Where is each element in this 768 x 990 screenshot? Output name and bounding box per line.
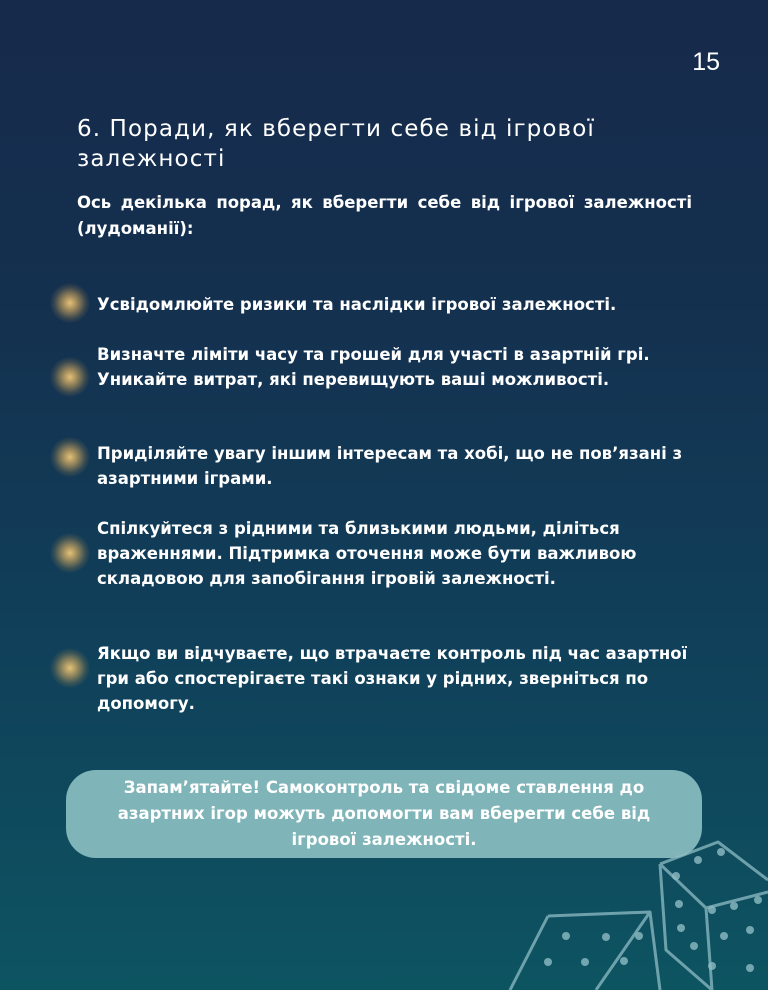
reminder-callout-text: Запам’ятайте! Самоконтроль та свідоме ставлення до азартних ігор можуть допомогти вам вберегти себе від ігрової залежності. bbox=[117, 778, 651, 849]
tip-item bbox=[97, 441, 697, 491]
page-number: 15 bbox=[692, 48, 720, 76]
tip-item bbox=[97, 342, 697, 392]
tip-item bbox=[97, 641, 697, 716]
tip-item bbox=[97, 516, 697, 591]
tip-item bbox=[97, 292, 697, 317]
tip-text: Якщо ви відчуваєте, що втрачаєте контроль під час азартної гри або спостерігаєте такі ознаки у рідних, зверніться по допомогу. bbox=[97, 644, 688, 713]
tip-text: Спілкуйтеся з рідними та близькими людьми, діліться враженнями. Підтримка оточення може бути важливою складовою для запобігання ігровій залежності. bbox=[97, 519, 637, 588]
bullet-glow-icon bbox=[50, 533, 90, 573]
tip-text: Приділяйте увагу іншим інтересам та хобі, що не пов’язані з азартними іграми. bbox=[97, 444, 683, 488]
intro-paragraph: Ось декілька порад, як вберегти себе від ігрової залежності (лудоманії): bbox=[77, 193, 692, 238]
bullet-glow-icon bbox=[50, 437, 90, 477]
bullet-glow-icon bbox=[50, 357, 90, 397]
tip-text: Усвідомлюйте ризики та наслідки ігрової залежності. bbox=[97, 295, 617, 314]
section-heading: 6. Поради, як вберегти себе від ігрової залежності bbox=[77, 116, 595, 172]
tip-text: Визначте ліміти часу та грошей для участі в азартній грі. Уникайте витрат, які перевищують ваші можливості. bbox=[97, 345, 650, 389]
bullet-glow-icon bbox=[50, 648, 90, 688]
bullet-glow-icon bbox=[50, 283, 90, 323]
reminder-callout bbox=[66, 770, 702, 858]
